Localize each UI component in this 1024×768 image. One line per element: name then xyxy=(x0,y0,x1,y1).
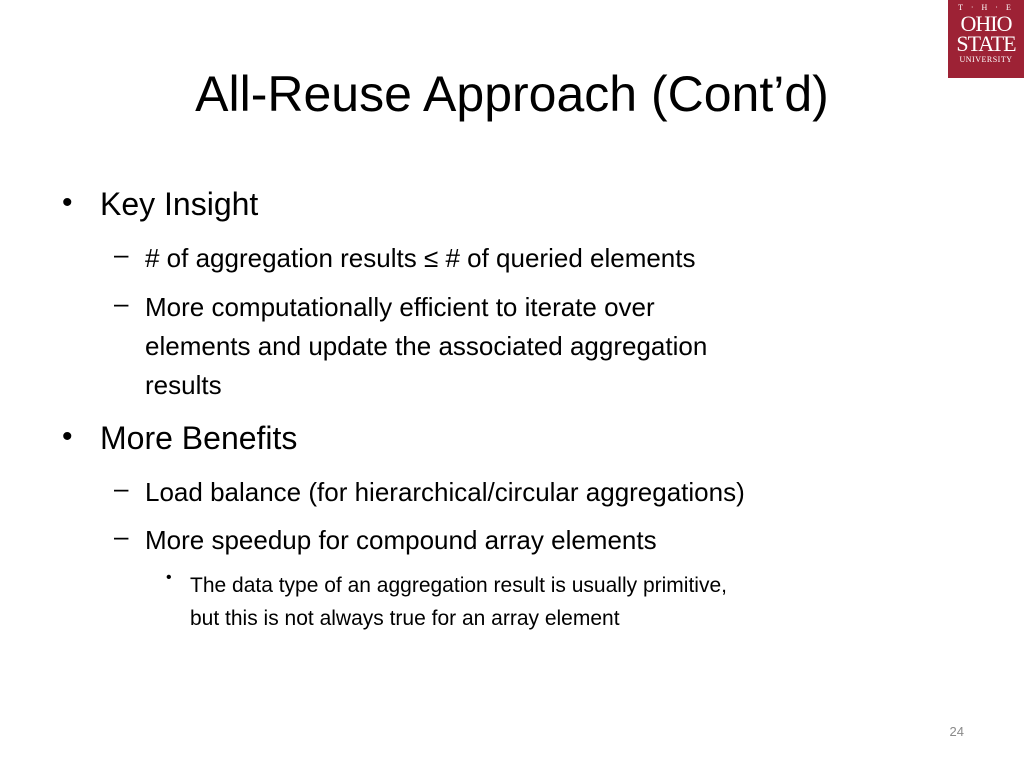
sub-sub-bullet-text-line-1: The data type of an aggregation result is usually primitive, xyxy=(190,574,727,597)
logo-ohio-text: OHIO xyxy=(960,11,1012,36)
sub-sub-bullet-text-line-2: but this is not always true for an array element xyxy=(190,607,620,630)
sub-bullet-text: More speedup for compound array elements xyxy=(145,525,657,555)
sub-bullet-text: Load balance (for hierarchical/circular aggregations) xyxy=(145,477,745,507)
bullet-marker: • xyxy=(62,186,73,219)
sub-bullet-text-line-1: More computationally efficient to iterate over xyxy=(145,292,655,322)
page-number: 24 xyxy=(949,724,964,739)
slide-title: All-Reuse Approach (Cont’d) xyxy=(195,66,829,122)
logo-the-text: T · H · E xyxy=(958,3,1014,12)
logo-university-text: UNIVERSITY xyxy=(959,55,1013,64)
dash-marker: – xyxy=(114,473,129,503)
bullet-marker: • xyxy=(166,569,172,586)
logo-state-text: STATE xyxy=(956,31,1016,56)
bullet-marker: • xyxy=(62,420,73,453)
dash-marker: – xyxy=(114,288,129,318)
dash-marker: – xyxy=(114,239,129,269)
dash-marker: – xyxy=(114,521,129,551)
bullet-text: More Benefits xyxy=(100,420,298,456)
bullet-text: Key Insight xyxy=(100,186,259,222)
sub-bullet-text-line-2: elements and update the associated aggregation xyxy=(145,331,708,361)
sub-bullet-text-line-3: results xyxy=(145,370,222,400)
sub-bullet-text: # of aggregation results ≤ # of queried elements xyxy=(145,243,696,273)
